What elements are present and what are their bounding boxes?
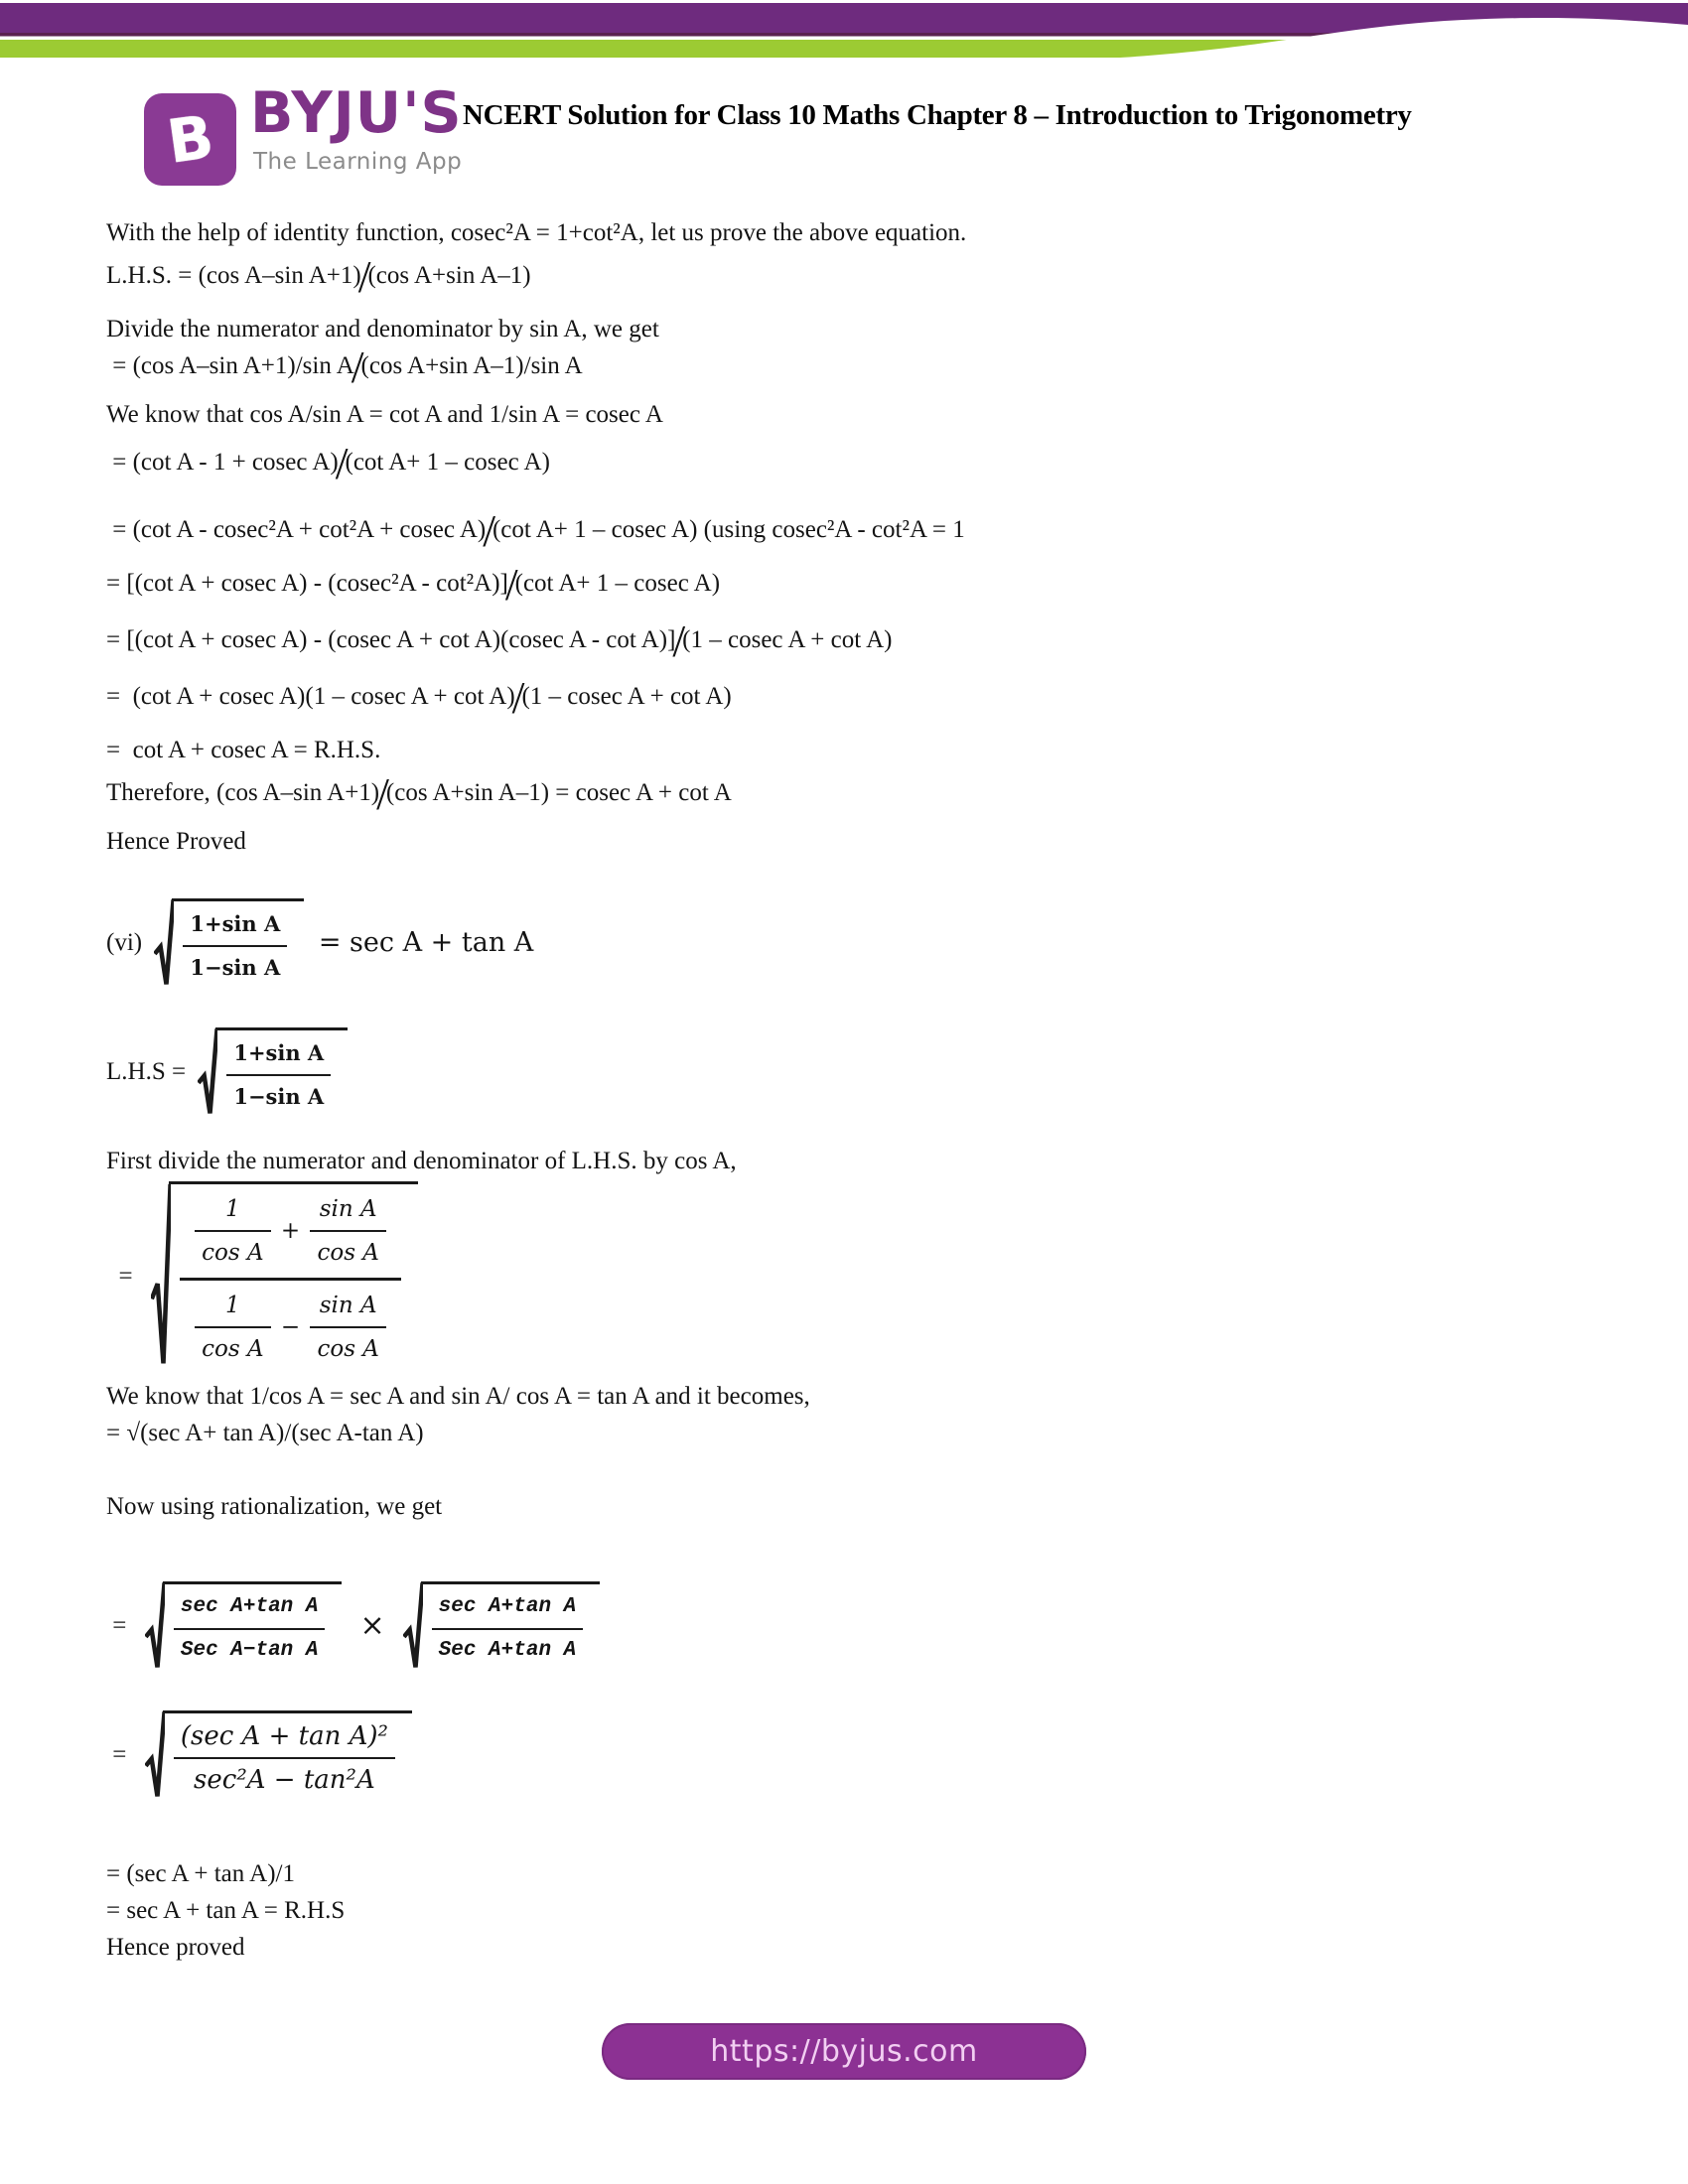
radical	[403, 1581, 601, 1671]
fraction	[180, 1189, 401, 1369]
math-text: (cos A+sin A–1)/sin A	[360, 352, 583, 379]
lhs-radical	[106, 1027, 1596, 1117]
numerator: 1	[195, 1191, 270, 1232]
step-grouped: = [(cot A + cosec A) - (cosec²A - cot²A)]/(cot A+ 1 – cosec A)	[106, 559, 721, 610]
math-text: (cos A+sin A–1)	[367, 262, 531, 289]
math-text: = (cot A + cosec A)(1 – cosec A + cot A)	[106, 683, 515, 710]
document-body	[106, 216, 1596, 1965]
math-text: = sec A + tan A = R.H.S	[106, 1897, 346, 1924]
multiplication-icon: ×	[359, 1608, 385, 1643]
final-rhs	[106, 1894, 1596, 1928]
radical-sign-icon	[145, 1581, 165, 1671]
compound-fraction	[106, 1181, 1596, 1371]
math-text: −	[273, 1314, 308, 1340]
equation-vi	[106, 898, 1596, 988]
numerator: 1	[195, 1288, 270, 1328]
radical	[154, 898, 304, 988]
radical-sign-icon	[198, 1027, 217, 1117]
math-text: +	[273, 1218, 308, 1244]
math-text: L.H.S. = (cos A–sin A+1)	[106, 262, 361, 289]
math-text: (cot A+ 1 – cosec A)	[514, 570, 721, 597]
radical-sign-icon	[154, 898, 174, 988]
math-text: =	[106, 1262, 146, 1290]
math-text: (vi)	[106, 929, 149, 956]
numerator: sec A+tan A	[432, 1589, 584, 1630]
divide-cos-instruction	[106, 1145, 1596, 1178]
radical-content	[421, 1581, 601, 1671]
denominator: Sec A+tan A	[438, 1639, 577, 1662]
math-text: Hence proved	[106, 1934, 245, 1961]
squared-radical	[106, 1710, 1596, 1800]
math-text: First divide the numerator and denominator of L.H.S. by cos A,	[106, 1148, 737, 1174]
rationalization-step	[106, 1581, 1596, 1671]
numerator: 1+sin A	[226, 1035, 331, 1076]
denominator: 1−sin A	[233, 1084, 325, 1109]
math-text: = [(cot A + cosec A) - (cosec A + cot A)(cosec A - cot A)]	[106, 626, 676, 653]
numerator: sin A	[310, 1288, 385, 1328]
step-divide-sin: = (cos A–sin A+1)/sin A/(cos A+sin A–1)/sin A	[106, 341, 583, 392]
radical-sign-icon	[151, 1181, 171, 1371]
math-text: We know that 1/cos A = sec A and sin A/ cos A = tan A and it becomes,	[106, 1383, 810, 1410]
math-text: With the help of identity function, cosec²A = 1+cot²A, let us prove the above equation.	[106, 219, 967, 246]
denominator: sec²A − tan²A	[194, 1765, 375, 1795]
byjus-logo-b-icon: B	[162, 101, 218, 178]
radical-content	[172, 898, 304, 988]
denominator: Sec A−tan A	[180, 1639, 319, 1662]
fraction	[432, 1589, 584, 1669]
math-text: Divide the numerator and denominator by sin A, we get	[106, 316, 659, 342]
math-text: L.H.S =	[106, 1058, 193, 1085]
fraction	[174, 1589, 326, 1669]
denominator: cos A	[202, 1240, 264, 1266]
radical-content	[215, 1027, 348, 1117]
numerator: 1+sin A	[183, 906, 287, 947]
radical-sign-icon	[145, 1710, 165, 1800]
radical-sign-icon	[403, 1581, 423, 1671]
byjus-tagline: The Learning App	[253, 149, 463, 175]
therefore-line: Therefore, (cos A–sin A+1)/(cos A+sin A–1) = cosec A + cot A	[106, 768, 732, 819]
step-rhs	[106, 734, 1596, 767]
math-text: (cos A+sin A–1) = cosec A + cot A	[385, 779, 732, 806]
math-text: = [(cot A + cosec A) - (cosec²A - cot²A)]	[106, 570, 508, 597]
rationalization-note	[106, 1490, 1596, 1524]
radical	[145, 1581, 343, 1671]
byjus-url-label: https://byjus.com	[710, 2034, 978, 2069]
radical-content	[169, 1181, 418, 1371]
sec-tan-note	[106, 1380, 1596, 1414]
inline-radical-step	[106, 1417, 1596, 1450]
fraction	[195, 1191, 270, 1271]
identity-note	[106, 398, 1596, 432]
denominator: cos A	[317, 1336, 379, 1362]
numerator: (sec A + tan A)²	[174, 1718, 395, 1759]
math-text: Hence Proved	[106, 828, 246, 855]
intro-line	[106, 216, 1596, 250]
divide-instruction	[106, 313, 1596, 346]
step-cancel: = (cot A + cosec A)(1 – cosec A + cot A)/(1 – cosec A + cot A)	[106, 672, 732, 723]
fraction	[310, 1288, 385, 1367]
header-band	[0, 0, 1688, 62]
radical-content	[163, 1710, 412, 1800]
math-text: = cot A + cosec A = R.H.S.	[106, 737, 381, 763]
byjus-url-button[interactable]	[602, 2023, 1086, 2080]
denominator	[180, 1281, 401, 1369]
math-text: =	[106, 1741, 139, 1768]
math-text: = (cos A–sin A+1)/sin A	[106, 352, 354, 379]
math-text: = (cot A - 1 + cosec A)	[106, 449, 339, 476]
fraction	[226, 1035, 331, 1115]
numerator: sec A+tan A	[174, 1589, 326, 1630]
numerator: sin A	[310, 1191, 385, 1232]
byjus-wordmark: BYJU'S	[250, 80, 463, 146]
fraction	[310, 1191, 385, 1271]
numerator	[180, 1189, 401, 1281]
radical	[151, 1181, 418, 1371]
math-text: (cot A+ 1 – cosec A)	[345, 449, 550, 476]
fraction	[195, 1288, 270, 1367]
hence-proved-vi	[106, 1931, 1596, 1965]
denominator: cos A	[317, 1240, 379, 1266]
lhs-definition: L.H.S. = (cos A–sin A+1)/(cos A+sin A–1)	[106, 251, 531, 302]
radical	[198, 1027, 348, 1117]
fraction	[183, 906, 287, 986]
math-text: (cot A+ 1 – cosec A) (using cosec²A - cot²A = 1	[492, 516, 965, 543]
step-cot-cosec: = (cot A - 1 + cosec A)/(cot A+ 1 – cosec A)	[106, 438, 550, 488]
byjus-logo	[144, 93, 236, 186]
step-using-identity: = (cot A - cosec²A + cot²A + cosec A)/(cot A+ 1 – cosec A) (using cosec²A - cot²A = 1	[106, 505, 965, 556]
math-text: = sec A + tan A	[310, 927, 534, 958]
math-text: = √(sec A+ tan A)/(sec A-tan A)	[106, 1420, 424, 1446]
math-text: (1 – cosec A + cot A)	[682, 626, 893, 653]
radical	[145, 1710, 412, 1800]
denominator: cos A	[202, 1336, 264, 1362]
radical-content	[163, 1581, 343, 1671]
step-factored: = [(cot A + cosec A) - (cosec A + cot A)(cosec A - cot A)]/(1 – cosec A + cot A)	[106, 615, 893, 666]
math-text: = (sec A + tan A)/1	[106, 1860, 295, 1887]
math-text: (1 – cosec A + cot A)	[521, 683, 732, 710]
math-text: We know that cos A/sin A = cot A and 1/sin A = cosec A	[106, 401, 663, 428]
hence-proved-v	[106, 825, 1596, 859]
fraction	[174, 1718, 395, 1798]
page-title: NCERT Solution for Class 10 Maths Chapter 8 – Introduction to Trigonometry	[463, 99, 1412, 131]
math-text: = (cot A - cosec²A + cot²A + cosec A)	[106, 516, 487, 543]
math-text: Therefore, (cos A–sin A+1)	[106, 779, 380, 806]
math-text: =	[106, 1612, 139, 1639]
denominator: 1−sin A	[190, 955, 281, 980]
result-over-one	[106, 1857, 1596, 1891]
math-text: Now using rationalization, we get	[106, 1493, 443, 1520]
